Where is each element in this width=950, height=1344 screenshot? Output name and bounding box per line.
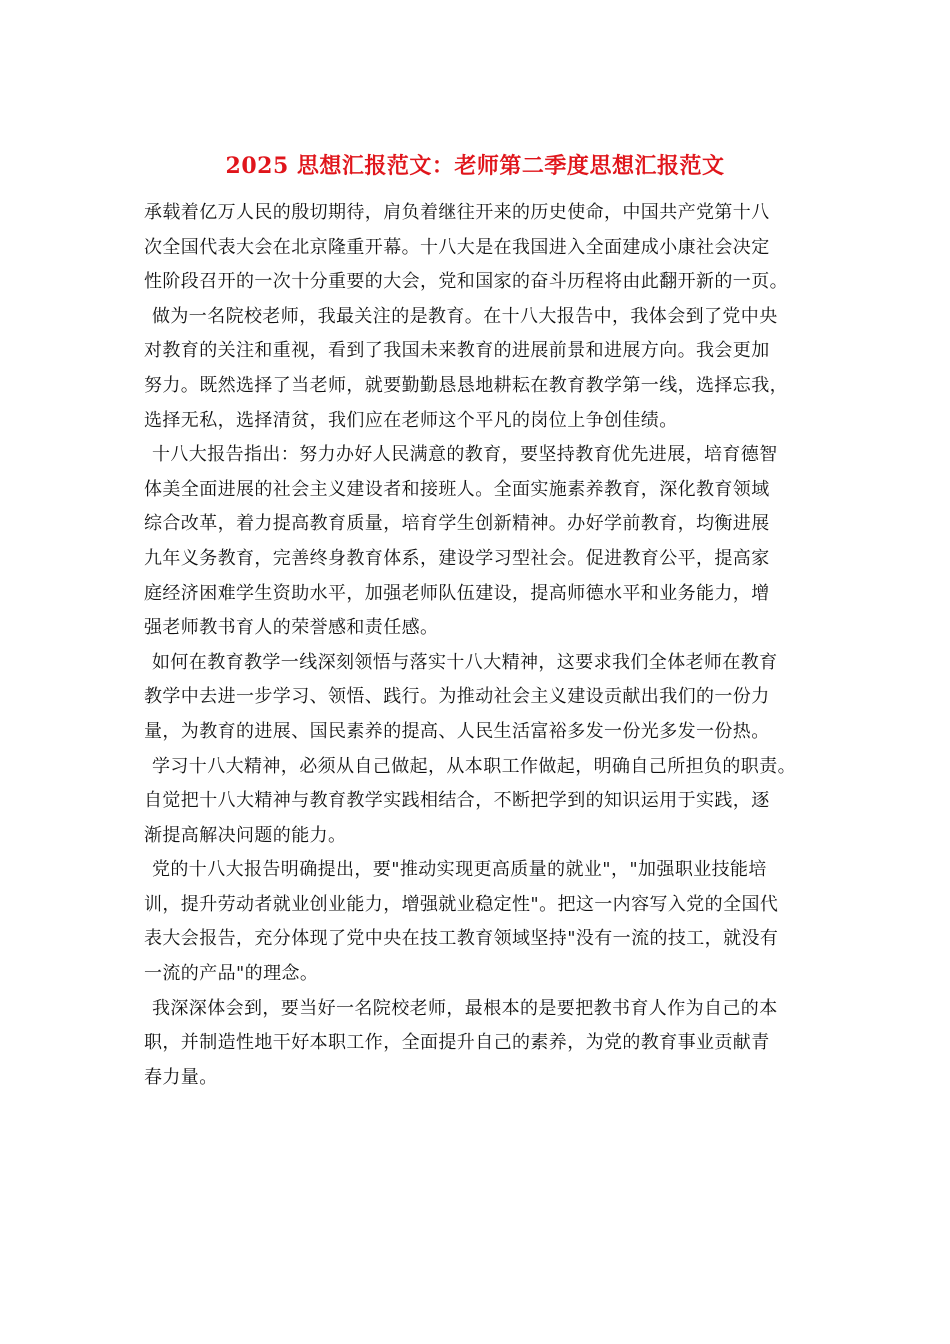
- body-line: 量，为教育的进展、国民素养的提高、人民生活富裕多发一份光多发一份热。: [144, 720, 770, 742]
- body-line: 体美全面进展的社会主义建设者和接班人。全面实施素养教育，深化教育领域: [144, 478, 770, 500]
- body-line: 性阶段召开的一次十分重要的大会，党和国家的奋斗历程将由此翻开新的一页。: [144, 271, 788, 293]
- body-line: 教学中去进一步学习、领悟、践行。为推动社会主义建设贡献出我们的一份力: [144, 686, 770, 708]
- body-line: 努力。既然选择了当老师，就要勤勤恳恳地耕耘在教育教学第一线，选择忘我，: [144, 374, 788, 396]
- body-line: 次全国代表大会在北京隆重开幕。十八大是在我国进入全面建成小康社会决定: [144, 236, 770, 258]
- body-line: 学习十八大精神，必须从自己做起，从本职工作做起，明确自己所担负的职责。: [152, 755, 796, 777]
- body-line: 九年义务教育，完善终身教育体系，建设学习型社会。促进教育公平，提高家: [144, 547, 770, 569]
- body-line: 如何在教育教学一线深刻领悟与落实十八大精神，这要求我们全体老师在教育: [152, 651, 778, 673]
- body-line: 职，并制造性地干好本职工作，全面提升自己的素养，为党的教育事业贡献青: [144, 1032, 770, 1054]
- body-line: 一流的产品"的理念。: [144, 963, 319, 985]
- body-line: 自觉把十八大精神与教育教学实践相结合，不断把学到的知识运用于实践，逐: [144, 790, 770, 812]
- body-line: 春力量。: [144, 1066, 218, 1088]
- document-body: [144, 196, 824, 1095]
- body-line: 做为一名院校老师，我最关注的是教育。在十八大报告中，我体会到了党中央: [152, 305, 778, 327]
- body-line: 综合改革，着力提高教育质量，培育学生创新精神。办好学前教育，均衡进展: [144, 513, 770, 535]
- body-line: 党的十八大报告明确提出，要"推动实现更高质量的就业"，"加强职业技能培: [152, 859, 767, 881]
- body-line: 训，提升劳动者就业创业能力，增强就业稳定性"。把这一内容写入党的全国代: [144, 893, 779, 915]
- document-title: 2025 思想汇报范文：老师第二季度思想汇报范文: [225, 153, 725, 179]
- body-line: 承载着亿万人民的殷切期待，肩负着继往开来的历史使命，中国共产党第十八: [144, 202, 770, 223]
- body-line: 对教育的关注和重视，看到了我国未来教育的进展前景和进展方向。我会更加: [144, 340, 770, 362]
- body-line: 强老师教书育人的荣誉感和责任感。: [144, 617, 439, 639]
- body-line: 表大会报告，充分体现了党中央在技工教育领域坚持"没有一流的技工，就没有: [144, 928, 779, 950]
- body-line: 我深深体会到，要当好一名院校老师，最根本的是要把教书育人作为自己的本: [152, 997, 778, 1019]
- body-line: 庭经济困难学生资助水平，加强老师队伍建设，提高师德水平和业务能力，增: [144, 582, 770, 604]
- body-line: 渐提高解决问题的能力。: [144, 824, 347, 846]
- body-line: 选择无私，选择清贫，我们应在老师这个平凡的岗位上争创佳绩。: [144, 409, 678, 431]
- body-line: 十八大报告指出：努力办好人民满意的教育，要坚持教育优先进展，培育德智: [152, 444, 778, 466]
